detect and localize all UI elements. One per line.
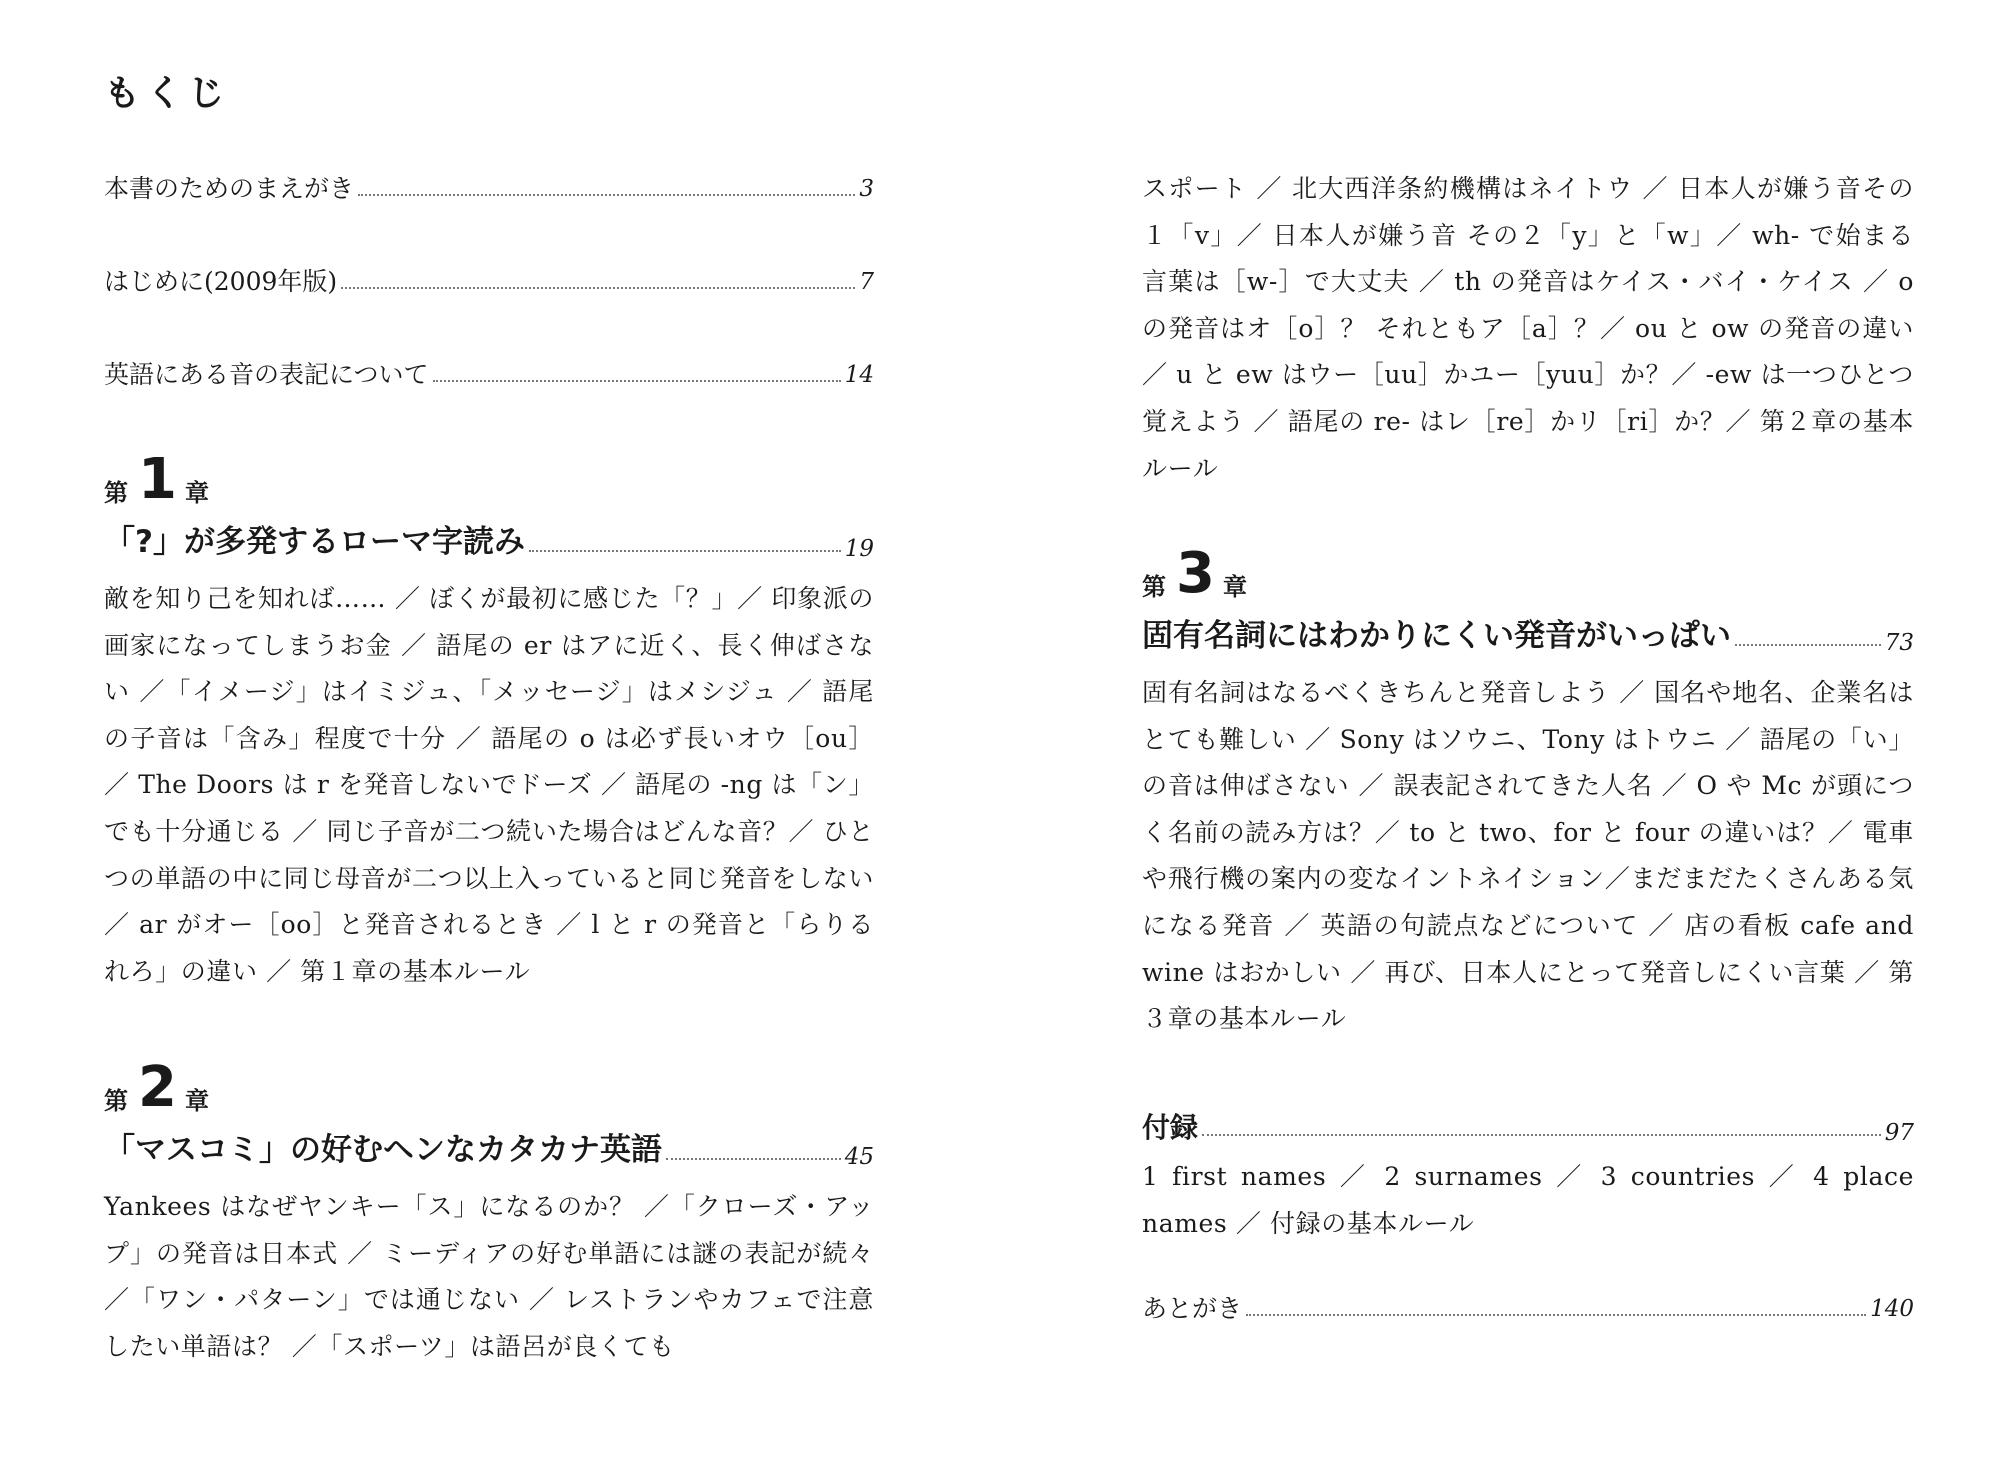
chapter-topics: 敵を知り己を知れば…… ／ ぼくが最初に感じた「？」／ 印象派の画家になってしまうお金 ／ 語尾の er はアに近く、長く伸ばさない ／「イメージ」はイミジュ、「メッセージ」はメシジュ ／ 語尾の子音は「含み」程度で十分 ／ 語尾の o は必ず長いオウ［ou］／ The Doors は r を発音しないでドーズ ／ 語尾の -ng は「ン」でも十分通じる ／ 同じ子音が二つ続いた場合はどんな音？／ ひとつの単語の中に同じ母音が二つ以上入っていると同じ発音をしない ／ ar がオー［oo］と発音されるとき ／ l と r の発音と「らりるれろ」の違い ／ 第１章の基本ルール [104, 584, 874, 986]
chapter-suffix: 章 [184, 1087, 209, 1115]
chapter-number: 3 [1176, 541, 1215, 606]
appendix-title-row[interactable] [1142, 1102, 1914, 1146]
toc-entry-preface[interactable] [104, 172, 874, 206]
toc-entry-label: 英語にある音の表記について [104, 360, 429, 389]
toc-entry-label: はじめに(2009年版) [104, 267, 338, 296]
leader-dots [1735, 644, 1881, 646]
chapter-title-row[interactable] [104, 1126, 874, 1170]
toc-entry-page: 7 [859, 269, 874, 295]
toc-title: もくじ [104, 73, 231, 114]
leader-dots [1202, 1134, 1881, 1136]
toc-entry-afterword[interactable] [1142, 1292, 1914, 1326]
left-page [104, 0, 874, 1469]
toc-entry-page: 140 [1870, 1296, 1914, 1322]
chapter-page: 73 [1884, 630, 1914, 656]
appendix-title: 付録 [1142, 1111, 1199, 1144]
chapter-1 [104, 447, 874, 995]
appendix-topics: 1 first names ／ 2 surnames ／ 3 countries ／ 4 place names ／ 付録の基本ルール [1142, 1162, 1914, 1238]
chapter-3 [1142, 541, 1914, 1043]
chapter-label [1142, 541, 1914, 606]
toc-entry-page: 14 [844, 362, 874, 388]
leader-dots [666, 1158, 841, 1160]
right-page [1142, 0, 1914, 1469]
chapter-label [104, 1055, 874, 1120]
toc-entry-page: 3 [859, 176, 874, 202]
chapter-title-row[interactable] [1142, 612, 1914, 656]
chapter-prefix: 第 [104, 479, 128, 507]
chapter-title: 固有名詞にはわかりにくい発音がいっぱい [1142, 618, 1731, 654]
leader-dots [529, 550, 841, 552]
chapter-page: 19 [844, 536, 874, 562]
chapter-2 [104, 1055, 874, 1370]
chapter-topics: 固有名詞はなるべくきちんと発音しよう ／ 国名や地名、企業名はとても難しい ／ Sony はソウニ、Tony はトウニ ／ 語尾の「い」の音は伸ばさない ／ 誤表記されてきた人名 ／ O や Mc が頭につく名前の読み方は？／ to と two、for と four の違いは？／ 電車や飛行機の案内の変なイントネイション／まだまだたくさんある気になる発音 ／ 英語の句読点などについて ／ 店の看板 cafe and wine はおかしい ／ 再び、日本人にとって発音しにくい言葉 ／ 第３章の基本ルール [1142, 678, 1914, 1034]
chapter-page: 45 [844, 1144, 874, 1170]
chapter-title-row[interactable] [104, 518, 874, 562]
appendix-page: 97 [1884, 1120, 1914, 1146]
chapter-prefix: 第 [1142, 573, 1166, 601]
leader-dots [358, 194, 855, 196]
chapter-suffix: 章 [1222, 573, 1247, 601]
chapter-title: 「マスコミ」の好むヘンなカタカナ英語 [104, 1132, 662, 1168]
chapter-prefix: 第 [104, 1087, 128, 1115]
toc-entry-notation[interactable] [104, 358, 874, 392]
toc-entry-label: 本書のためのまえがき [104, 174, 355, 203]
chapter-2-topics-continued: スポート ／ 北大西洋条約機構はネイトウ ／ 日本人が嫌う音その１「v」／ 日本人が嫌う音 その２「y」と「w」／ wh- で始まる言葉は［w-］で大丈夫 ／ th の発音はケイス・バイ・ケイス ／ o の発音はオ［o］？ それともア［a］？／ ou と ow の発音の違い ／ u と ew はウー［uu］かユー［yuu］か？／ -ew は一つひとつ覚えよう ／ 語尾の re- はレ［re］かリ［ri］か？／ 第２章の基本ルール [1142, 174, 1914, 483]
leader-dots [433, 380, 841, 382]
toc-entry-label: あとがき [1142, 1294, 1243, 1323]
chapter-suffix: 章 [184, 479, 209, 507]
leader-dots [341, 287, 855, 289]
chapter-title: 「?」が多発するローマ字読み [104, 524, 525, 560]
chapter-number: 1 [138, 447, 177, 512]
chapter-number: 2 [138, 1055, 177, 1120]
chapter-topics: Yankees はなぜヤンキー「ス」になるのか？ ／「クローズ・アップ」の発音は日本式 ／ ミーディアの好む単語には謎の表記が続々 ／「ワン・パターン」では通じない ／ レストランやカフェで注意したい単語は？ ／「スポーツ」は語呂が良くても [104, 1192, 874, 1361]
toc-entry-introduction[interactable] [104, 265, 874, 299]
appendix [1142, 1102, 1914, 1247]
chapter-label [104, 447, 874, 512]
leader-dots [1246, 1314, 1866, 1316]
